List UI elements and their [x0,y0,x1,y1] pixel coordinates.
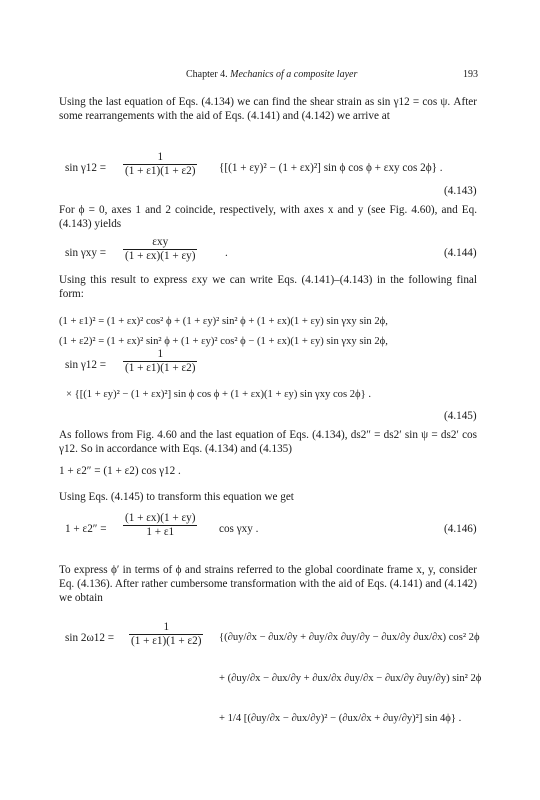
eq144-denominator: (1 + εx)(1 + εy) [125,250,196,262]
eqfin-line3: + 1/4 [(∂uy/∂x − ∂ux/∂y)² − (∂ux/∂x + ∂uy/∂y)²] sin 4ϕ} . [219,713,462,724]
eq143-lhs: sin γ12 = [65,162,107,174]
eq144-number: (4.144) [444,247,477,259]
equation-4-145-line4: × {[(1 + εy)² − (1 + εx)²] sin ϕ cos ϕ + (1 + εx)(1 + εy) sin γxy cos 2ϕ} . [66,389,371,400]
eqfin-numerator: 1 [129,621,203,635]
eq145-number: (4.145) [444,410,477,422]
paragraph-fig-460: As follows from Fig. 4.60 and the last equation of Eqs. (4.134), ds2″ = ds2′ sin ψ = ds2′ cos γ12. So in accordance with Eqs. (4.134) and (4.135) [59,429,477,455]
eq143-number: (4.143) [444,185,477,197]
paragraph-phi-prime: To express ϕ′ in terms of ϕ and strains referred to the global coordinate frame x, y, consider Eq. (4.136). After rather cumbersome transformation with the aid of Eqs. (4.141) and (4.142) we obtain [59,564,477,604]
equation-4-143 [59,151,483,183]
equation-strain-relation: 1 + ε2″ = (1 + ε2) cos γ12 . [59,465,181,477]
eqfin-denominator: (1 + ε1)(1 + ε2) [131,635,202,647]
eq145-numerator: 1 [123,348,197,362]
eq146-numerator: (1 + εx)(1 + εy) [125,512,196,524]
paragraph-intro: Using the last equation of Eqs. (4.134) we can find the shear strain as sin γ12 = cos ψ. After some rearrangements with the aid of Eqs. (4.141) and (4.142) we arrive at [59,96,477,122]
eq145-lhs: sin γ12 = [65,359,107,371]
eq146-number: (4.146) [444,523,477,535]
chapter-label: Chapter 4. [186,69,228,80]
paragraph-axes: For ϕ = 0, axes 1 and 2 coincide, respectively, with axes x and y (see Fig. 4.60), and Eq. (4.143) yields [59,204,477,230]
eq144-tail: . [225,247,228,259]
eq146-denominator: 1 + ε1 [146,526,175,538]
equation-4-145-line2: (1 + ε2)² = (1 + εx)² sin² ϕ + (1 + εy)² cos² ϕ − (1 + εx)(1 + εy) sin γxy sin 2ϕ, [59,336,388,347]
eq144-lhs: sin γxy = [65,247,107,259]
equation-4-145-line1: (1 + ε1)² = (1 + εx)² cos² ϕ + (1 + εy)² sin² ϕ + (1 + εx)(1 + εy) sin γxy sin 2ϕ, [59,316,388,327]
eq143-denominator: (1 + ε1)(1 + ε2) [125,165,196,177]
paragraph-transform: Using Eqs. (4.145) to transform this equation we get [59,491,294,503]
eq144-numerator: εxy [123,236,197,250]
eq143-numerator: 1 [123,151,197,165]
equation-omega [59,621,483,653]
eq145-denominator: (1 + ε1)(1 + ε2) [125,362,196,374]
eqfin-line2: + (∂uy/∂x − ∂ux/∂y + ∂ux/∂x ∂uy/∂x − ∂ux/∂y ∂uy/∂y) sin² 2ϕ [219,673,482,684]
eq146-tail: cos γxy . [219,523,259,535]
equation-4-145-line3 [59,348,483,380]
equation-4-146 [59,512,483,544]
chapter-title: Mechanics of a composite layer [230,69,358,80]
eq146-lhs: 1 + ε2″ = [65,523,107,535]
eq143-rhs: {[(1 + εy)² − (1 + εx)²] sin ϕ cos ϕ + εxy cos 2ϕ} . [219,162,443,174]
paragraph-final-form: Using this result to express εxy we can write Eqs. (4.141)–(4.143) in the following final form: [59,274,477,300]
equation-4-144 [59,236,483,268]
page-number: 193 [463,69,478,80]
running-header [0,69,540,83]
eqfin-line1: {(∂uy/∂x − ∂ux/∂y + ∂uy/∂x ∂uy/∂y − ∂ux/∂y ∂ux/∂x) cos² 2ϕ [219,632,480,643]
eqfin-lhs: sin 2ω12 = [65,632,115,644]
